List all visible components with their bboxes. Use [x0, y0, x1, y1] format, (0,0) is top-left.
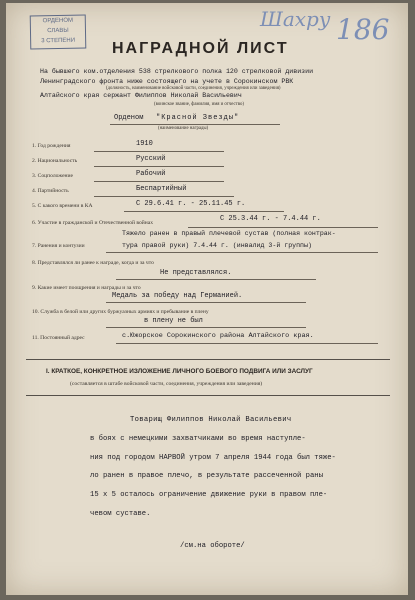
field-value-awards: Медаль за победу над Германией.	[112, 292, 243, 300]
field-line	[94, 196, 234, 197]
section-divider-bottom	[26, 395, 390, 396]
narrative-line-5: 15 х 5 осталось ограничение движение руки в правом пле-	[90, 491, 328, 499]
field-label-army-since: 5. С какого времени в КА	[32, 203, 93, 209]
field-label-previous-award: 8. Представлялся ли ранее к награде, когда и за что	[32, 260, 154, 266]
field-line	[116, 343, 378, 344]
award-sheet	[6, 3, 408, 595]
stamp-line-1: ОРДЕНОМ	[42, 17, 74, 25]
field-value-nationality: Русский	[136, 155, 166, 163]
narrative-line-2: в боях с немецкими захватчиками во время наступле-	[90, 435, 306, 443]
field-label-address: 11. Постоянный адрес	[32, 335, 85, 341]
field-label-nationality: 2. Национальность	[32, 158, 78, 164]
intro-line-3: Алтайского края сержант Филиппов Николай Васильевич	[40, 92, 242, 99]
field-value-party: Беспартийный	[136, 185, 187, 193]
section-subheading: (составляется в штабе войсковой части, соединения, учреждения или заведения)	[70, 381, 263, 387]
award-caption: (наименование награды)	[158, 126, 209, 131]
field-label-party: 4. Партийность	[32, 188, 69, 194]
field-line	[106, 302, 306, 303]
field-label-wounds: 7. Ранения и контузии	[32, 243, 85, 249]
field-line	[116, 279, 316, 280]
field-value-wounds-2: тура правой руки) 7.4.44 г. (инвалид 3-й группы)	[122, 242, 312, 249]
intro-line-2-caption: (должность, наименование войсковой части, соединения, учреждения или заведения)	[106, 86, 281, 91]
award-name: "Красной Звезды"	[156, 114, 240, 122]
intro-line-2: Ленинградского фронта ниже состоящего на учете в Сорокинском РВК	[40, 78, 294, 85]
narrative-line-6: чевом суставе.	[90, 510, 151, 518]
section-divider-top	[26, 359, 390, 360]
field-label-captivity: 10. Служба в белой или других буржуазных армиях и пребывание в плену	[32, 309, 209, 315]
field-value-previous-award: Не представлялся.	[160, 269, 232, 277]
stamp-line-2: СЛАВЫ	[47, 27, 69, 35]
field-value-wounds-1: Тяжело ранен в правый плечевой сустав (полная контрак-	[122, 230, 336, 237]
field-line	[124, 211, 284, 212]
field-value-address: с.Южорское Сорокинского района Алтайского края.	[122, 332, 314, 340]
field-line	[188, 227, 378, 228]
field-value-captivity: в плену не был	[144, 317, 203, 325]
document-title: НАГРАДНОЙ ЛИСТ	[112, 40, 289, 57]
handwritten-name: Шахру	[260, 7, 331, 31]
field-label-war-participation: 6. Участие в гражданской и Отечественной войнах	[32, 220, 154, 226]
field-value-social-status: Рабочий	[136, 170, 166, 178]
award-prefix: Орденом	[114, 114, 144, 122]
narrative-line-1: Товарищ Филиппов Николай Васильевич	[130, 416, 292, 424]
field-label-birth-year: 1. Год рождения	[32, 143, 71, 149]
intro-line-3-caption: (воинское звание, фамилия, имя и отчество)	[154, 102, 244, 107]
see-reverse-note: /см.на обороте/	[180, 542, 245, 550]
field-value-army-since: С 29.6.41 г. - 25.11.45 г.	[136, 200, 246, 208]
field-line	[94, 151, 224, 152]
section-heading: I. КРАТКОЕ, КОНКРЕТНОЕ ИЗЛОЖЕНИЕ ЛИЧНОГО БОЕВОГО ПОДВИГА ИЛИ ЗАСЛУГ	[46, 368, 313, 375]
narrative-line-3: ния под городом НАРВОЙ утром 7 апреля 1944 года был тяже-	[90, 454, 336, 462]
narrative-line-4: ло ранен в правое плечо, в результате рассеченной раны	[90, 472, 323, 480]
order-stamp	[30, 15, 87, 50]
stamp-line-3: 3 СТЕПЕНИ	[41, 37, 76, 45]
field-label-awards: 9. Какие имеет поощрения и награды и за что	[32, 285, 141, 291]
field-value-birth-year: 1910	[136, 140, 153, 148]
handwritten-number: 186	[336, 13, 390, 46]
field-value-war-participation: С 25.3.44 г. - 7.4.44 г.	[220, 215, 321, 223]
field-line	[94, 181, 224, 182]
field-line	[106, 252, 378, 253]
intro-line-1: На бывшего ком.отделения 538 стрелкового полка 120 стрелковой дивизии	[40, 68, 314, 75]
award-underline	[110, 124, 280, 125]
field-line	[94, 166, 224, 167]
field-label-social-status: 3. Соцположение	[32, 173, 74, 179]
field-line	[106, 327, 306, 328]
